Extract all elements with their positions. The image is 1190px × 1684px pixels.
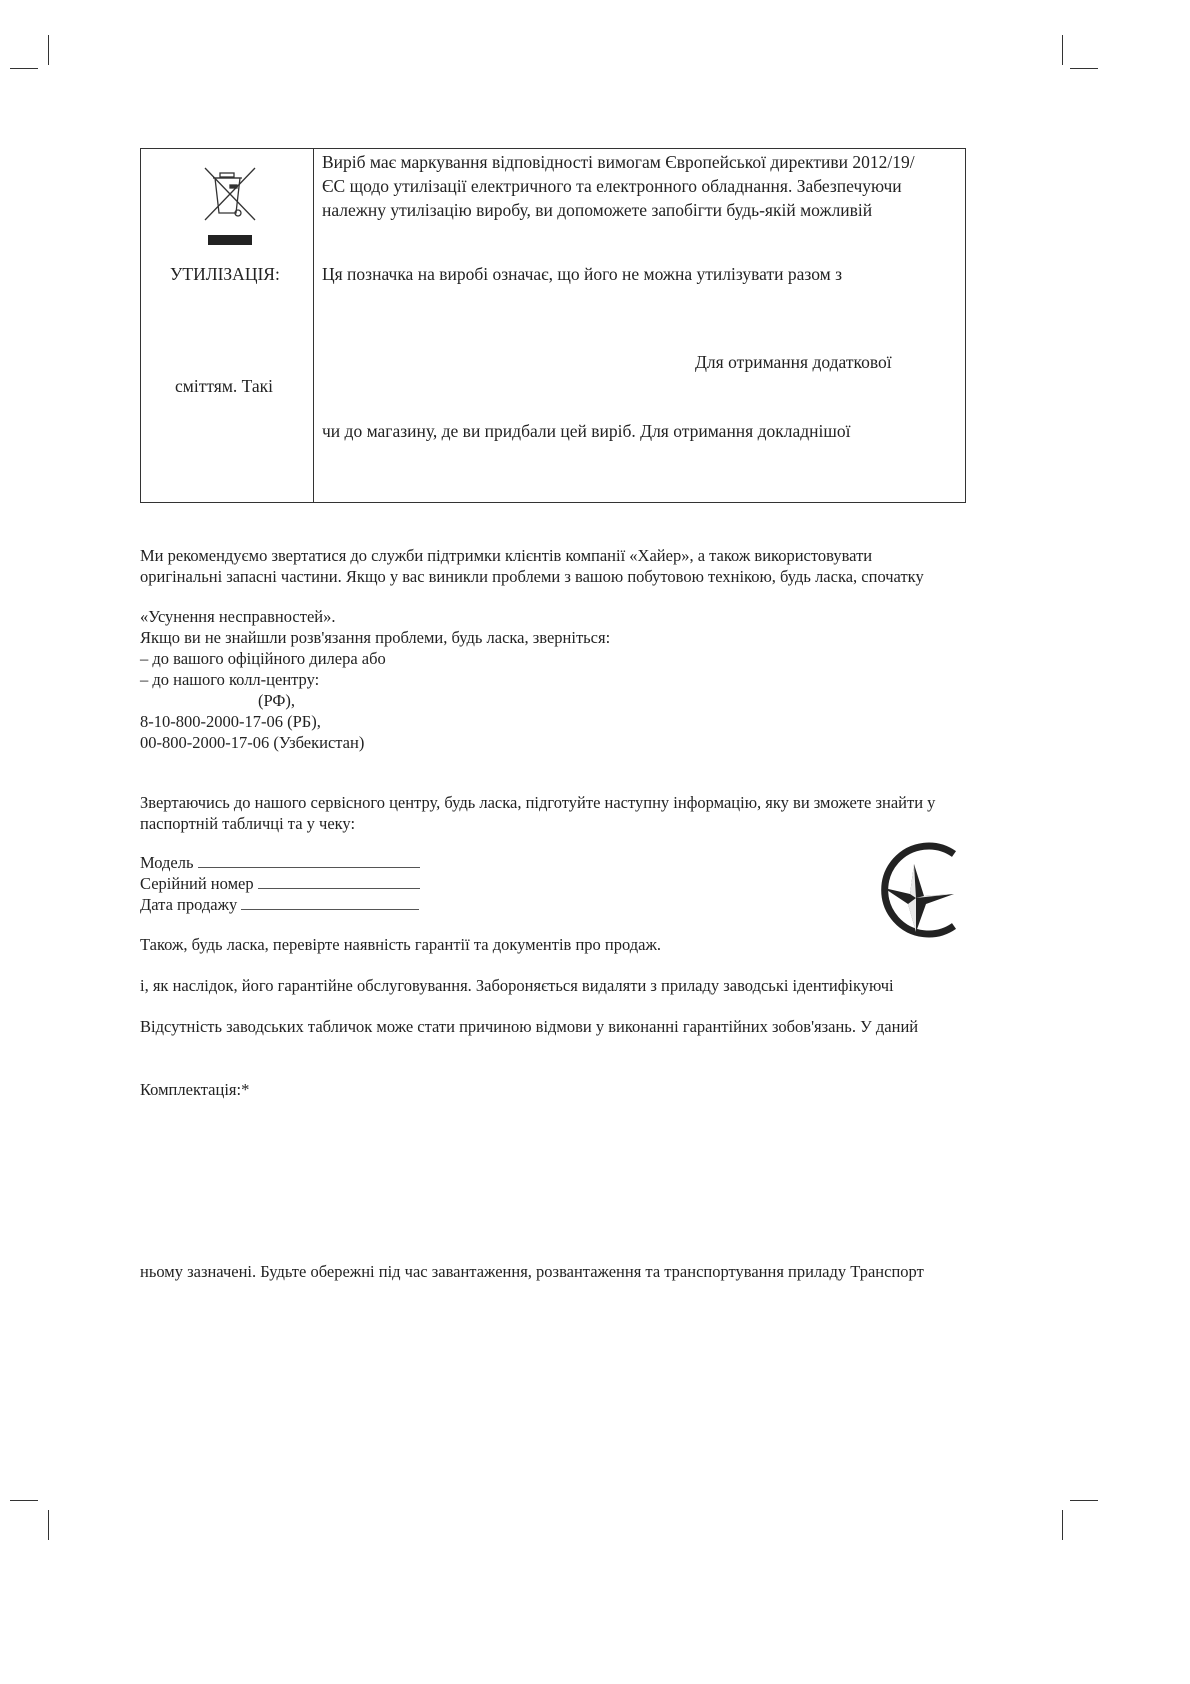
model-blank [198,853,420,868]
marking-line: Ця позначка на виробі означає, що його не можна утилізувати разом з [322,264,842,284]
contact-intro: Якщо ви не знайшли розв'язання проблеми, будь ласка, зверніться: [140,628,611,647]
contact-callcenter: – до нашого колл-центру: [140,670,320,689]
directive-line: ЄС щодо утилізації електричного та електронного обладнання. Забезпечуючи [322,176,902,196]
date-label: Дата продажу [140,895,238,914]
directive-line: Виріб має маркування відповідності вимогам Європейської директиви 2012/19/ [322,152,915,172]
crop-mark [1070,68,1098,69]
model-field [140,852,420,874]
info-line: Для отримання додаткової [695,352,892,372]
date-field [140,894,419,916]
contact-dealer: – до вашого офіційного дилера або [140,649,386,668]
support-text: оригінальні запасні частини. Якщо у вас виникли проблеми з вашою побутовою технікою, будь ласка, спочатку [140,567,924,586]
crop-mark [48,1510,49,1540]
crop-mark [10,1500,38,1501]
crossed-bin-icon [200,165,260,247]
model-label: Модель [140,853,194,872]
serial-blank [258,874,420,889]
crop-mark [1062,35,1063,65]
ua-conformity-mark-icon [866,836,962,948]
phone-rb: 8-10-800-2000-17-06 (РБ), [140,712,321,731]
date-blank [241,895,419,910]
table-divider [313,148,314,503]
plates-text: Відсутність заводських табличок може стати причиною відмови у виконанні гарантійних зобов'язань. У даний [140,1017,919,1036]
crop-mark [1062,1510,1063,1540]
store-line: чи до магазину, де ви придбали цей виріб. Для отримання докладнішої [322,421,851,441]
crop-mark [48,35,49,65]
left-fragment: сміттям. Такі [175,376,274,396]
serial-label: Серійний номер [140,874,254,893]
kit-heading: Комплектація:* [140,1080,250,1099]
disposal-label: УТИЛІЗАЦІЯ: [170,264,280,284]
serial-field [140,873,420,895]
consequence-text: і, як наслідок, його гарантійне обслуговування. Забороняється видаляти з приладу заводські ідентифікуючі [140,976,894,995]
phone-uz: 00-800-2000-17-06 (Узбекистан) [140,733,365,752]
crop-mark [1070,1500,1098,1501]
directive-line: належну утилізацію виробу, ви допоможете запобігти будь-якій можливій [322,200,873,220]
transport-text: ньому зазначені. Будьте обережні під час завантаження, розвантаження та транспортування приладу Транспорт [140,1262,924,1281]
warranty-text: Також, будь ласка, перевірте наявність гарантії та документів про продаж. [140,935,662,954]
troubleshooting-ref: «Усунення несправностей». [140,607,336,626]
crop-mark [10,68,38,69]
support-text: Ми рекомендуємо звертатися до служби підтримки клієнтів компанії «Хайер», а також використовувати [140,546,873,565]
service-text: Звертаючись до нашого сервісного центру, будь ласка, підготуйте наступну інформацію, яку ви зможете знайти у [140,793,936,812]
phone-rf: (РФ), [258,691,296,710]
service-text: паспортній табличці та у чеку: [140,814,356,833]
